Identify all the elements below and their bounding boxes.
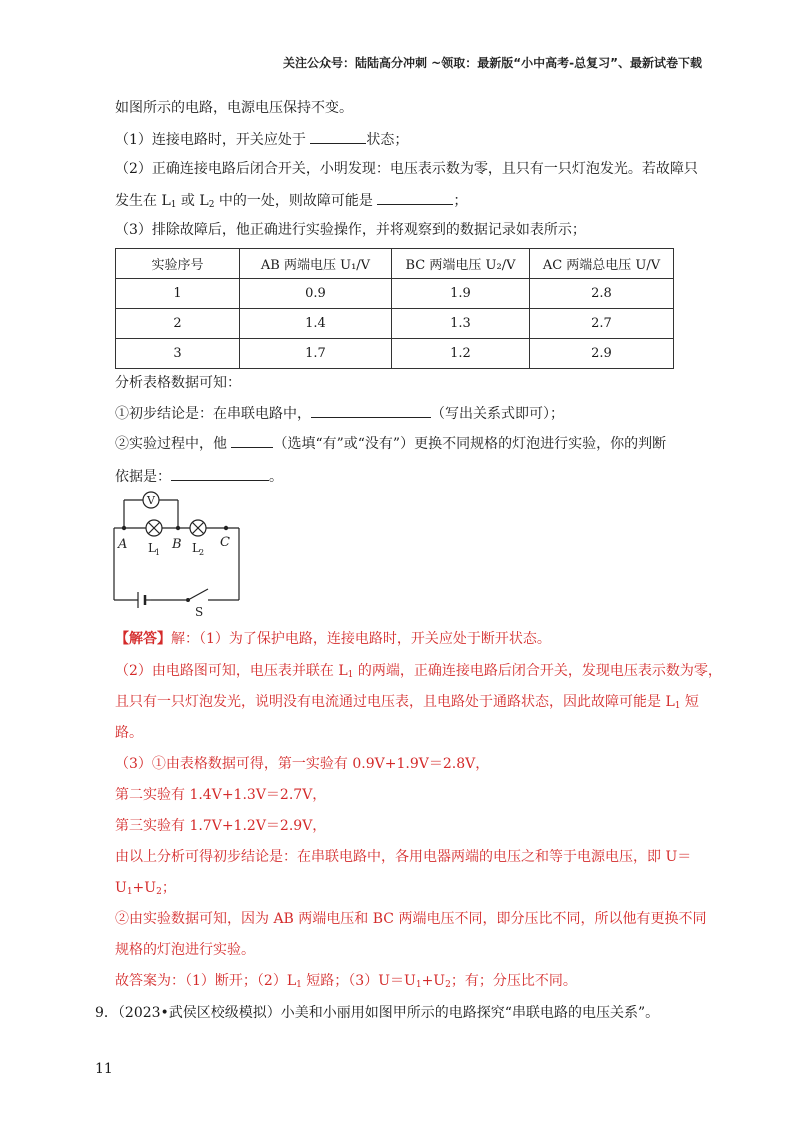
conc2-text: ②实验过程中，他	[115, 436, 232, 452]
point-b-label: B	[172, 537, 182, 552]
answer-line-4: 路。	[115, 725, 143, 741]
conc1-text-end: （写出关系式即可）；	[431, 406, 564, 422]
lamp-2-label: L	[192, 541, 200, 555]
q2-text-post: 中的一处，则故障可能是	[214, 193, 378, 209]
answer-text: +U	[132, 880, 157, 896]
next-question: 9．（2023•武侯区校级模拟）小美和小丽用如图甲所示的电路探究“串联电路的电压关系”。	[95, 1005, 660, 1021]
page-header: 关注公众号：陆陆高分冲刺 ~领取：最新版“小中高考-总复习”、最新试卷下载	[283, 56, 702, 70]
answer-sub: 1	[415, 980, 422, 990]
q1-text-end: 状态；	[366, 132, 409, 148]
answer-line-3	[115, 692, 699, 712]
answer-line-5: （3）①由表格数据可得，第一实验有 0.9V+1.9V＝2.8V，	[115, 756, 490, 772]
question-part-2b	[115, 190, 467, 211]
junction-c	[224, 526, 228, 530]
answer-text: ；有；分压比不同。	[450, 973, 577, 989]
switch-label: S	[195, 605, 204, 618]
basis-text-end: 。	[269, 469, 283, 485]
voltmeter-label: V	[147, 494, 155, 507]
table-cell: 1.7	[240, 339, 392, 369]
conc1-blank	[311, 403, 431, 418]
table-cell: 2.8	[530, 279, 674, 309]
junction-b	[176, 526, 180, 530]
basis-line	[115, 466, 283, 487]
answer-sub: 2	[445, 980, 451, 990]
question-part-1	[115, 129, 408, 150]
table-row	[116, 339, 674, 369]
question-part-2a: （2）正确连接电路后闭合开关，小明发现：电压表示数为零，且只有一只灯泡发光。若故障只	[115, 161, 698, 177]
conclusion-1	[115, 403, 564, 424]
conc2-text-end: （选填“有”或“没有”）更换不同规格的灯泡进行实验，你的判断	[273, 436, 667, 452]
answer-sub: 2	[156, 887, 162, 897]
question-intro: 如图所示的电路，电源电压保持不变。	[115, 100, 353, 116]
basis-text: 依据是：	[115, 469, 171, 485]
point-c-label: C	[220, 535, 230, 550]
table-cell: 1	[116, 279, 240, 309]
table-cell: 1.4	[240, 309, 392, 339]
table-cell: 2.7	[530, 309, 674, 339]
lamp-1-label: L	[148, 541, 156, 555]
answer-text: 且只有一只灯泡发光，说明没有电流通过电压表，且电路处于通路状态，因此故障可能是 L	[115, 694, 675, 710]
table-header-cell: AC 两端总电压 U/V	[530, 249, 674, 279]
conc1-text: ①初步结论是：在串联电路中，	[115, 406, 311, 422]
q2-text-mid: 或 L	[176, 193, 209, 209]
answer-text: 解：（1）为了保护电路，连接电路时，开关应处于断开状态。	[171, 631, 551, 647]
answer-sub: 1	[296, 980, 302, 990]
question-part-3: （3）排除故障后，他正确进行实验操作，并将观察到的数据记录如表所示；	[115, 222, 586, 238]
answer-text: 短	[680, 694, 699, 710]
answer-text: U	[115, 880, 127, 896]
answer-line-10: ②由实验数据可知，因为 AB 两端电压和 BC 两端电压不同，即分压比不同，所以他有更换不同	[115, 911, 707, 927]
lamp-2-subscript: 2	[199, 548, 205, 557]
q2-sub-2: 2	[208, 200, 215, 210]
data-table	[115, 248, 674, 369]
junction-a	[122, 526, 126, 530]
analysis-label: 分析表格数据可知：	[115, 375, 241, 391]
q1-text: （1）连接电路时，开关应处于	[115, 132, 311, 148]
table-cell: 2	[116, 309, 240, 339]
answer-text: ；	[161, 880, 176, 896]
table-header-cell: 实验序号	[116, 249, 240, 279]
conc2-blank	[231, 433, 273, 448]
answer-text: （2）由电路图可知，电压表并联在 L	[115, 663, 348, 679]
table-row	[116, 309, 674, 339]
table-header-cell: BC 两端电压 U₂/V	[392, 249, 530, 279]
table-cell: 0.9	[240, 279, 392, 309]
table-row	[116, 279, 674, 309]
answer-tag: 【解答】	[115, 631, 171, 647]
lamp-1-subscript: 1	[155, 548, 161, 557]
final-answer	[115, 971, 577, 991]
answer-text: +U	[421, 973, 446, 989]
table-header-row	[116, 249, 674, 279]
answer-line-7: 第三实验有 1.7V+1.2V＝2.9V，	[115, 818, 327, 834]
answer-text: 的两端，正确连接电路后闭合开关，发现电压表示数为零，	[353, 663, 722, 679]
answer-line-9	[115, 878, 176, 898]
circuit-diagram	[108, 488, 258, 618]
q2-blank	[377, 190, 453, 205]
basis-blank	[171, 466, 269, 481]
q1-blank	[310, 129, 366, 144]
table-cell: 1.2	[392, 339, 530, 369]
q2-text: 发生在 L	[115, 193, 171, 209]
answer-sub: 1	[347, 670, 354, 680]
answer-line-6: 第二实验有 1.4V+1.3V＝2.7V，	[115, 787, 327, 803]
answer-line-8: 由以上分析可得初步结论是：在串联电路中，各用电器两端的电压之和等于电源电压，即 U＝	[115, 849, 692, 865]
answer-text: 故答案为：（1）断开；（2）L	[115, 973, 297, 989]
point-a-label: A	[118, 537, 128, 552]
page-number: 11	[95, 1061, 113, 1077]
answer-sub: 1	[674, 701, 681, 711]
conclusion-2	[115, 433, 666, 454]
answer-sub: 1	[126, 887, 133, 897]
switch-icon	[188, 589, 208, 600]
table-cell: 2.9	[530, 339, 674, 369]
table-cell: 1.9	[392, 279, 530, 309]
table-cell: 1.3	[392, 309, 530, 339]
answer-line-11: 规格的灯泡进行实验。	[115, 942, 255, 958]
answer-text: 短路；（3）U＝U	[301, 973, 416, 989]
q2-text-end: ；	[453, 193, 468, 209]
answer-line-1	[115, 629, 551, 649]
answer-line-2	[115, 661, 722, 681]
switch-pivot	[186, 598, 190, 602]
q2-sub-1: 1	[170, 200, 177, 210]
table-cell: 3	[116, 339, 240, 369]
table-header-cell: AB 两端电压 U₁/V	[240, 249, 392, 279]
